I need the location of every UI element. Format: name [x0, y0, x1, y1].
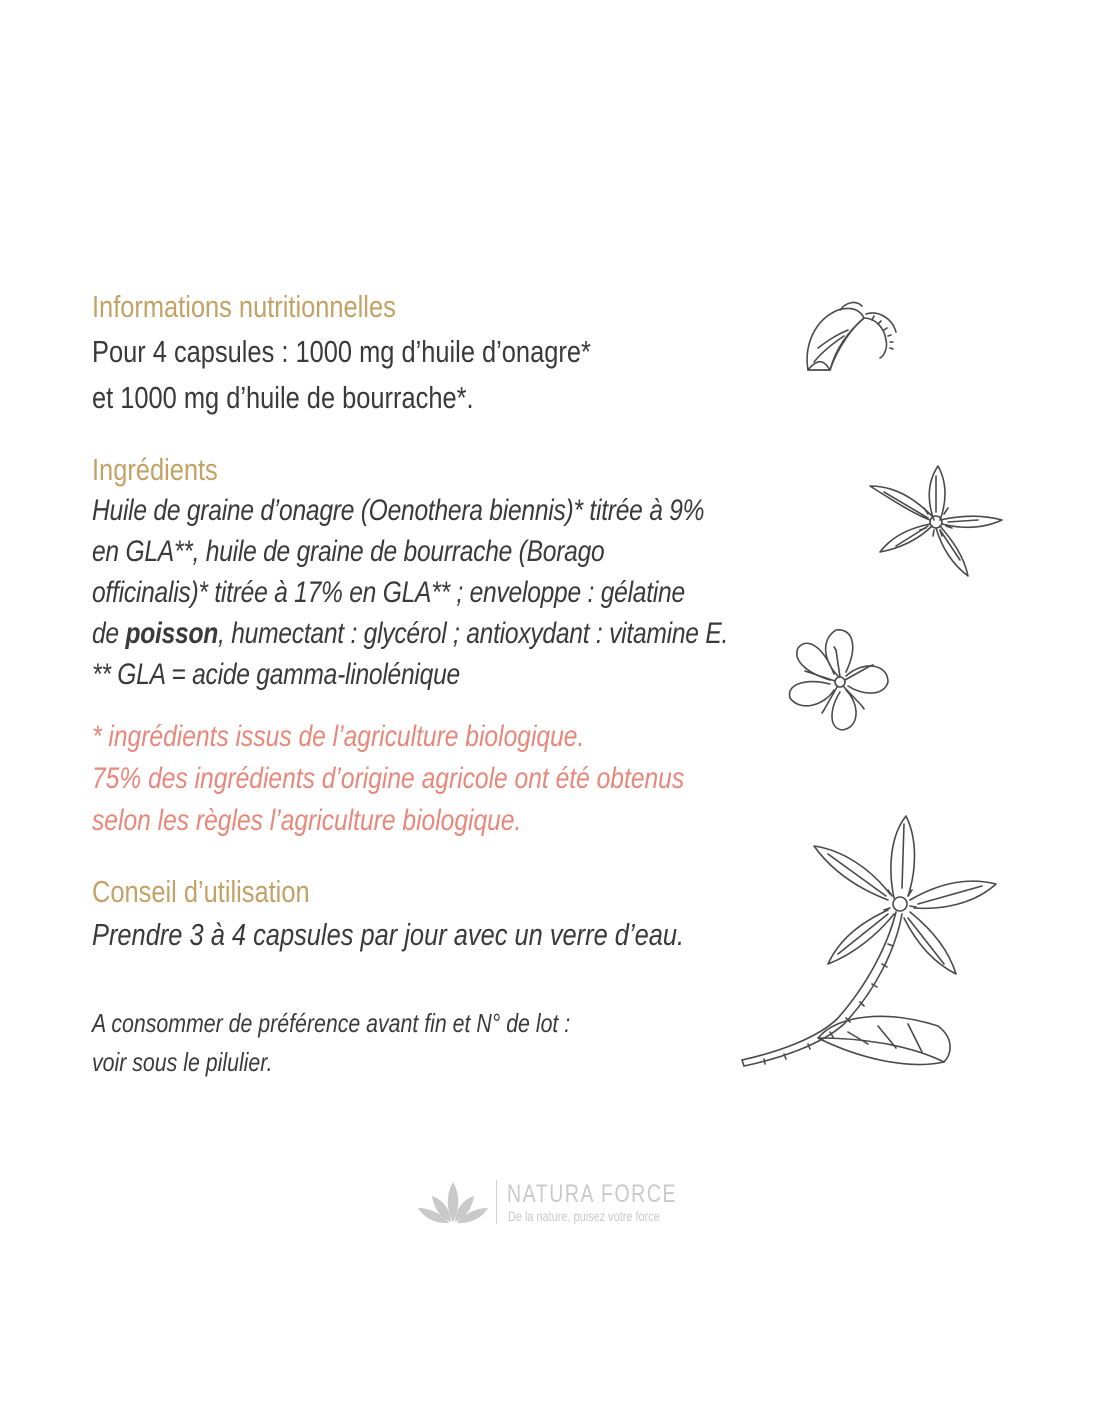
usage-heading: Conseil d’utilisation — [92, 874, 310, 909]
organic-line-1: * ingrédients issus de l’agriculture biologique. — [92, 720, 585, 753]
lotus-logo-icon — [418, 1180, 488, 1229]
ingredients-line-4-prefix: de — [92, 617, 126, 650]
nutrition-line-2: et 1000 mg d’huile de bourrache*. — [92, 380, 474, 415]
brand-name: NATURA FORCE — [507, 1180, 678, 1208]
best-before-line-2: voir sous le pilulier. — [92, 1047, 273, 1077]
leaf-bud-illustration — [800, 296, 904, 376]
stem-flower-illustration — [738, 814, 1000, 1070]
best-before-line-1: A consommer de préférence avant fin et N° de lot : — [92, 1008, 571, 1038]
ingredients-section — [92, 450, 868, 695]
nutrition-text — [92, 329, 591, 421]
best-before-note — [92, 1004, 675, 1082]
usage-section — [92, 872, 814, 958]
brand-logo — [418, 1180, 678, 1226]
round-flower-illustration — [784, 626, 892, 734]
ingredients-line-1: Huile de graine d’onagre (Oenothera biennis)* titrée à 9% — [92, 494, 705, 527]
organic-line-3: selon les règles l’agriculture biologique. — [92, 804, 522, 837]
ingredients-line-5: ** GLA = acide gamma-linolénique — [92, 658, 460, 691]
star-flower-illustration — [868, 464, 1004, 576]
ingredients-line-4-suffix: , humectant : glycérol ; antioxydant : vitamine E. — [218, 617, 729, 650]
usage-text: Prendre 3 à 4 capsules par jour avec un verre d’eau. — [92, 917, 685, 952]
ingredients-line-4 — [92, 613, 728, 654]
ingredients-line-2: en GLA**, huile de graine de bourrache (Borago — [92, 535, 605, 568]
organic-note — [92, 716, 814, 842]
ingredients-text — [92, 490, 728, 695]
allergen-fish: poisson — [125, 617, 219, 650]
ingredients-heading: Ingrédients — [92, 452, 218, 487]
nutrition-heading: Informations nutritionnelles — [92, 289, 396, 324]
best-before-text — [92, 1004, 570, 1082]
organic-line-2: 75% des ingrédients d’origine agricole ont été obtenus — [92, 762, 685, 795]
nutrition-line-1: Pour 4 capsules : 1000 mg d’huile d’onagre* — [92, 334, 591, 369]
organic-text — [92, 716, 684, 842]
ingredients-line-3: officinalis)* titrée à 17% en GLA** ; enveloppe : gélatine — [92, 576, 685, 609]
nutrition-section — [92, 287, 700, 421]
logo-divider — [496, 1180, 497, 1224]
brand-tagline: De la nature, puisez votre force — [508, 1208, 660, 1224]
